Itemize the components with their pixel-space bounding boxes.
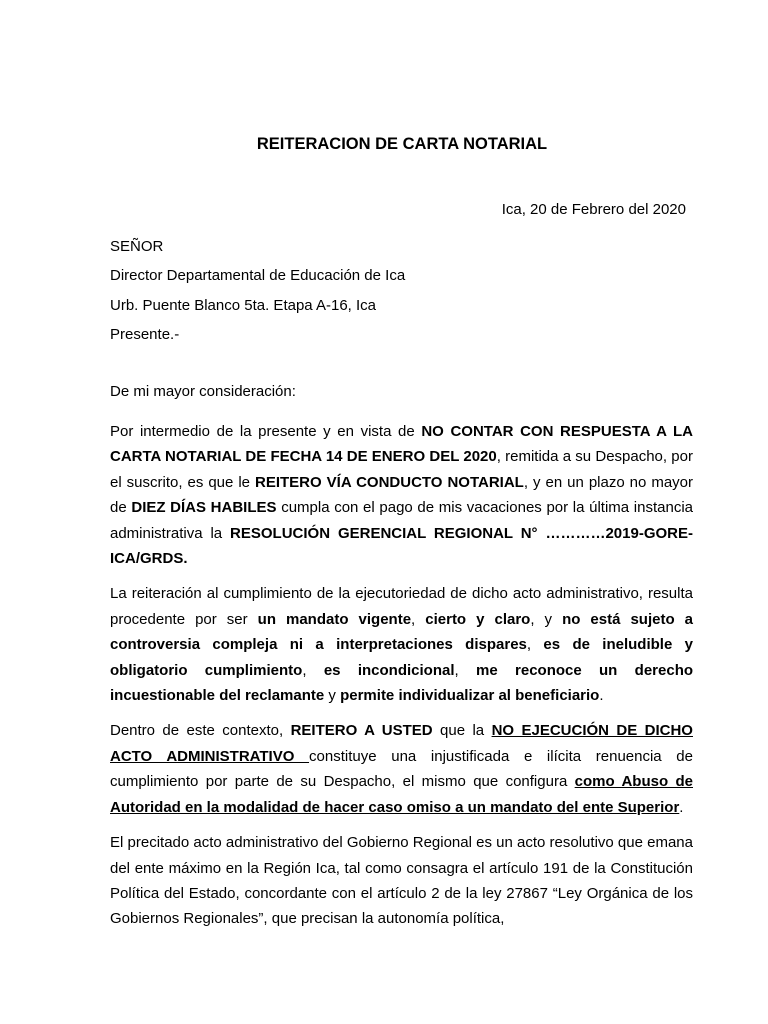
- emphasis-run: REITERO A USTED: [290, 722, 433, 740]
- emphasis-run: me reconoce un derecho incuestionable del reclamante: [110, 661, 694, 705]
- underlined-emphasis-run: como Abuso de Autoridad en la modalidad de hacer caso omiso a un mandato del ente Superior: [110, 773, 693, 816]
- emphasis-run: es de ineludible y obligatorio cumplimiento: [110, 636, 693, 679]
- letter-body: [110, 419, 693, 942]
- paragraph-2: [110, 581, 693, 708]
- text-run: ,: [526, 636, 544, 654]
- emphasis-run: DIEZ DÍAS HABILES: [131, 499, 277, 517]
- addressee-line: Presente.-: [110, 325, 180, 343]
- text-run: .: [679, 798, 684, 816]
- text-run: La reiteración al cumplimiento de la ejecutoriedad de dicho acto administrativo, resulta procedente por ser: [110, 585, 693, 628]
- addressee-line: SEÑOR: [110, 238, 164, 255]
- text-run: , y: [530, 610, 563, 628]
- emphasis-run: NO CONTAR CON RESPUESTA A LA CARTA NOTARIAL DE FECHA 14 DE ENERO DEL 2020: [110, 423, 693, 466]
- emphasis-run: no está sujeto a controversia compleja ni a interpretaciones dispares: [110, 610, 693, 654]
- text-run: ,: [302, 661, 324, 679]
- paragraph-1: [110, 419, 693, 571]
- emphasis-run: permite individualizar al beneficiario: [340, 687, 600, 705]
- underlined-emphasis-run: NO EJECUCIÓN DE DICHO ACTO ADMINISTRATIVO: [110, 722, 693, 765]
- text-run: Dentro de este contexto,: [110, 722, 291, 740]
- text-run: y: [324, 687, 341, 705]
- addressee-line: Urb. Puente Blanco 5ta. Etapa A-16, Ica: [110, 296, 377, 314]
- text-run: que la: [432, 722, 492, 740]
- emphasis-run: cierto y claro: [425, 610, 531, 628]
- emphasis-run: REITERO VÍA CONDUCTO NOTARIAL: [255, 473, 524, 491]
- letter-date: Ica, 20 de Febrero del 2020: [501, 201, 686, 218]
- text-run: .: [599, 687, 604, 705]
- emphasis-run: RESOLUCIÓN GERENCIAL REGIONAL N° …………2019-GORE-ICA/GRDS.: [110, 524, 693, 568]
- emphasis-run: es incondicional: [323, 661, 455, 679]
- text-run: ,: [411, 610, 426, 628]
- text-run: ,: [454, 661, 477, 679]
- emphasis-run: un mandato vigente: [257, 610, 412, 628]
- text-run: cumpla con el pago de mis vacaciones por la última instancia administrativa la: [110, 499, 693, 542]
- text-run: , y en un plazo no mayor de: [110, 473, 694, 517]
- text-run: , remitida a su Despacho, por el suscrito, es que le: [110, 448, 693, 491]
- paragraph-3: [110, 718, 693, 820]
- addressee-block: [110, 237, 405, 354]
- addressee-line: Director Departamental de Educación de Ica: [110, 267, 406, 285]
- salutation: De mi mayor consideración:: [110, 383, 296, 400]
- paragraph-4: El precitado acto administrativo del Gobierno Regional es un acto resolutivo que emana del ente máximo en la Región Ica, tal como consagra el artículo 191 de la Constitución Política del Estado, concordante con el artículo 2 de la ley 27867 “Ley Orgánica de los Gobiernos Regionales”, que precisan la autonomía política,: [110, 834, 693, 928]
- text-run: constituye una injustificada e ilícita renuencia de cumplimiento por parte de su Despacho, el mismo que configura: [110, 747, 693, 791]
- document-title: REITERACION DE CARTA NOTARIAL: [256, 135, 548, 153]
- text-run: Por intermedio de la presente y en vista de: [110, 423, 422, 440]
